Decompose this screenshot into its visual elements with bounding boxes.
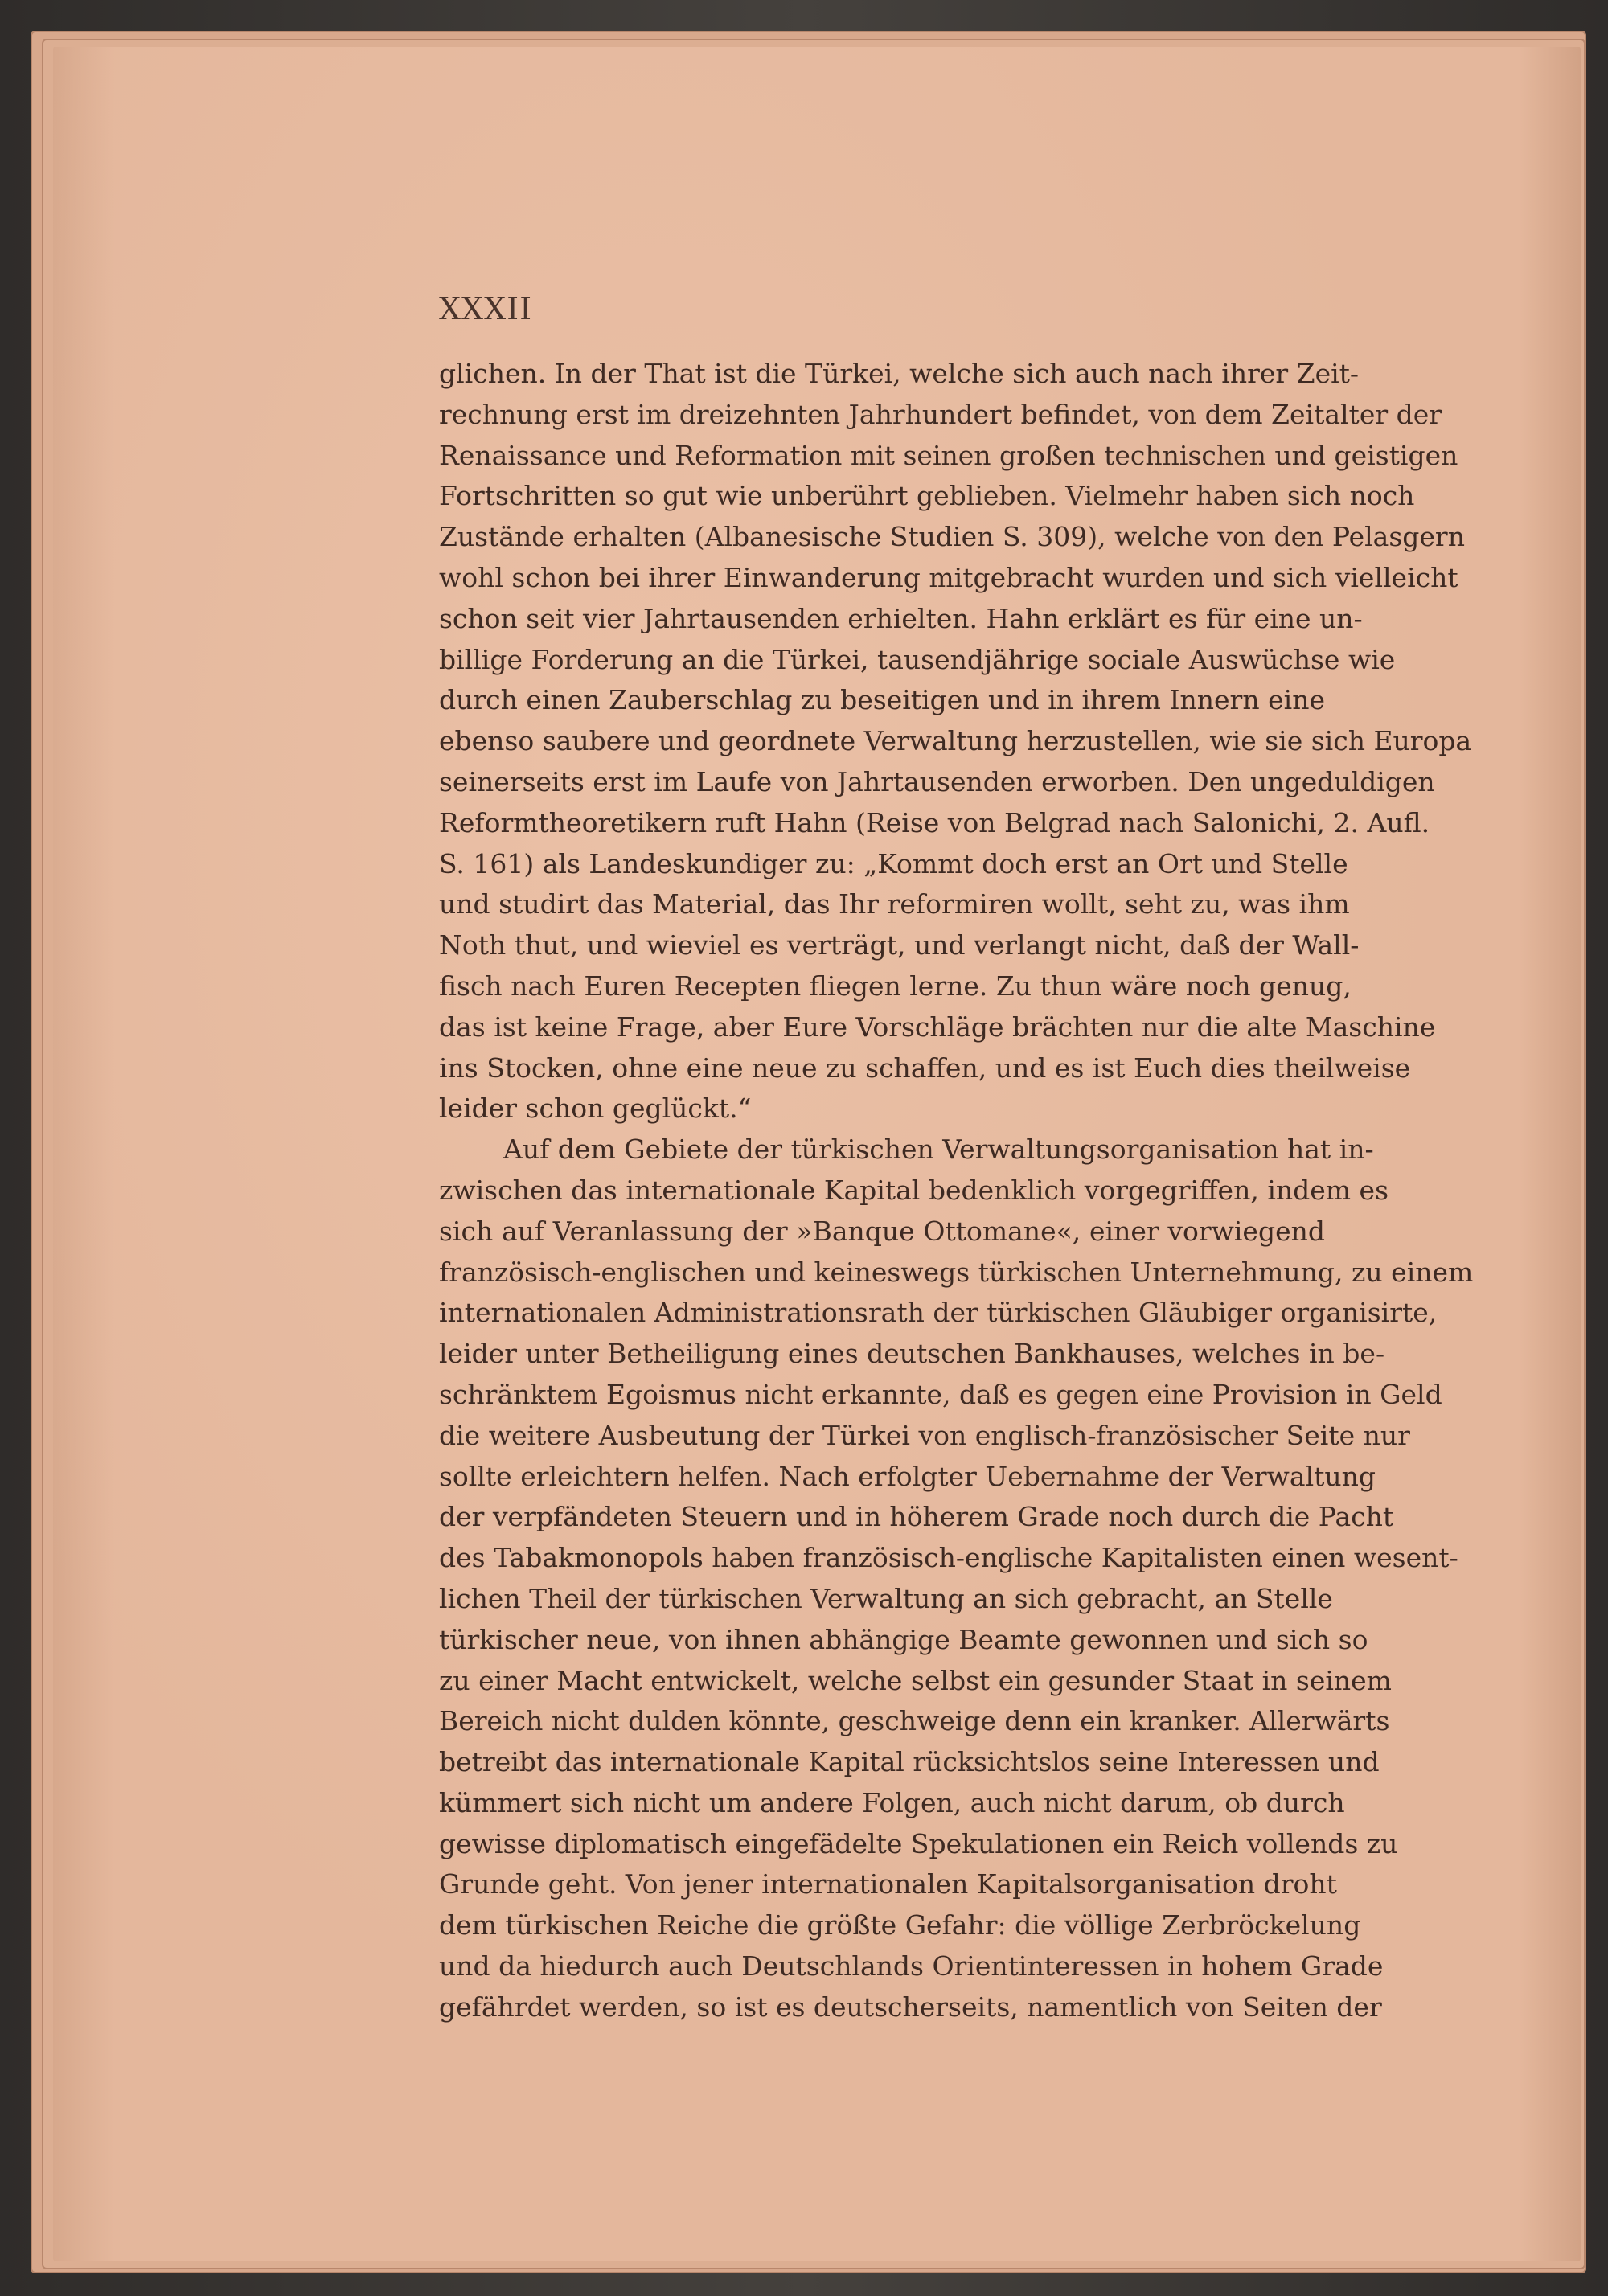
text-line: und studirt das Material, das Ihr reformiren wollt, seht zu, was ihm bbox=[439, 888, 1350, 920]
text-line: schon seit vier Jahrtausenden erhielten. Hahn erklärt es für eine un- bbox=[439, 602, 1363, 634]
text-line: türkischer neue, von ihnen abhängige Beamte gewonnen und sich so bbox=[439, 1623, 1368, 1655]
text-line: die weitere Ausbeutung der Türkei von englisch-französischer Seite nur bbox=[439, 1419, 1410, 1451]
text-line: rechnung erst im dreizehnten Jahrhundert befindet, von dem Zeitalter der bbox=[439, 398, 1442, 430]
text-line: internationalen Administrationsrath der türkischen Gläubiger organisirte, bbox=[439, 1297, 1438, 1329]
text-line: der verpfändeten Steuern und in höherem Grade noch durch die Pacht bbox=[439, 1501, 1394, 1533]
text-line: das ist keine Frage, aber Eure Vorschläge brächten nur die alte Maschine bbox=[439, 1011, 1436, 1043]
text-line: Reformtheoretikern ruft Hahn (Reise von Belgrad nach Salonichi, 2. Aufl. bbox=[439, 806, 1430, 838]
text-line: Grunde geht. Von jener internationalen Kapitalsorganisation droht bbox=[439, 1868, 1337, 1900]
text-line: kümmert sich nicht um andere Folgen, auch nicht darum, ob durch bbox=[439, 1786, 1345, 1818]
text-line: Renaissance und Reformation mit seinen großen technischen und geistigen bbox=[439, 439, 1458, 471]
text-line: leider unter Betheiligung eines deutschen Bankhauses, welches in be- bbox=[439, 1338, 1385, 1370]
text-line: und da hiedurch auch Deutschlands Orientinteressen in hohem Grade bbox=[439, 1950, 1384, 1982]
text-line: Zustände erhalten (Albanesische Studien S. 309), welche von den Pelasgern bbox=[439, 521, 1465, 553]
text-line: zwischen das internationale Kapital bedenklich vorgegriffen, indem es bbox=[439, 1174, 1389, 1206]
text-line: Bereich nicht dulden könnte, geschweige denn ein kranker. Allerwärts bbox=[439, 1705, 1390, 1737]
page-number: XXXII bbox=[439, 291, 533, 326]
text-line: glichen. In der That ist die Türkei, welche sich auch nach ihrer Zeit- bbox=[439, 358, 1360, 389]
text-line: betreibt das internationale Kapital rücksichtslos seine Interessen und bbox=[439, 1746, 1380, 1778]
text-line: fisch nach Euren Recepten fliegen lerne. Zu thun wäre noch genug, bbox=[439, 970, 1352, 1002]
text-line: Auf dem Gebiete der türkischen Verwaltungsorganisation hat in- bbox=[503, 1134, 1374, 1166]
text-line: gewisse diplomatisch eingefädelte Spekulationen ein Reich vollends zu bbox=[439, 1827, 1398, 1859]
text-line: schränktem Egoismus nicht erkannte, daß es gegen eine Provision in Geld bbox=[439, 1378, 1442, 1410]
body-text bbox=[439, 354, 1474, 2028]
text-line: ins Stocken, ohne eine neue zu schaffen, und es ist Euch dies theilweise bbox=[439, 1052, 1411, 1084]
text-line: durch einen Zauberschlag zu beseitigen und in ihrem Innern eine bbox=[439, 684, 1325, 716]
text-line: des Tabakmonopols haben französisch-englische Kapitalisten einen wesent- bbox=[439, 1542, 1458, 1574]
text-line: S. 161) als Landeskundiger zu: „Kommt doch erst an Ort und Stelle bbox=[439, 847, 1348, 879]
text-line: französisch-englischen und keineswegs türkischen Unternehmung, zu einem bbox=[439, 1256, 1474, 1288]
text-line: gefährdet werden, so ist es deutscherseits, namentlich von Seiten der bbox=[439, 1991, 1382, 2023]
text-line: ebenso saubere und geordnete Verwaltung herzustellen, wie sie sich Europa bbox=[439, 725, 1472, 757]
text-line: Noth thut, und wieviel es verträgt, und verlangt nicht, daß der Wall- bbox=[439, 929, 1360, 961]
text-line: lichen Theil der türkischen Verwaltung an sich gebracht, an Stelle bbox=[439, 1582, 1333, 1614]
text-line: billige Forderung an die Türkei, tausendjährige sociale Auswüchse wie bbox=[439, 643, 1396, 675]
text-line: seinerseits erst im Laufe von Jahrtausenden erworben. Den ungeduldigen bbox=[439, 765, 1435, 797]
text-line: sich auf Veranlassung der »Banque Ottomane«, einer vorwiegend bbox=[439, 1215, 1325, 1247]
text-line: zu einer Macht entwickelt, welche selbst ein gesunder Staat in seinem bbox=[439, 1664, 1392, 1696]
text-line: wohl schon bei ihrer Einwanderung mitgebracht wurden und sich vielleicht bbox=[439, 561, 1458, 593]
text-line: Fortschritten so gut wie unberührt geblieben. Vielmehr haben sich noch bbox=[439, 480, 1415, 512]
text-line: sollte erleichtern helfen. Nach erfolgter Uebernahme der Verwaltung bbox=[439, 1460, 1376, 1492]
text-line: dem türkischen Reiche die größte Gefahr: die völlige Zerbröckelung bbox=[439, 1909, 1361, 1941]
text-line: leider schon geglückt.“ bbox=[439, 1093, 752, 1125]
